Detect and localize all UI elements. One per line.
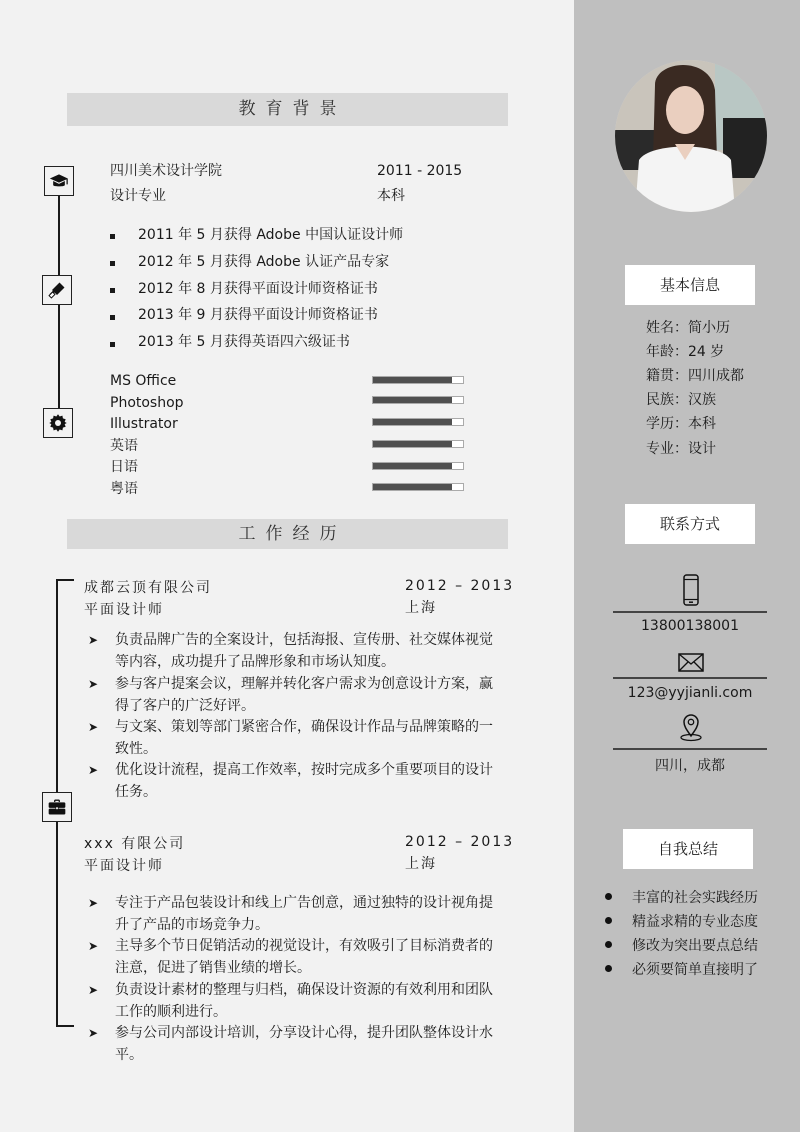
arrow-bullet-icon: ➤ — [88, 720, 99, 734]
job-duty-text: 负责品牌广告的全案设计，包括海报、宣传册、社交媒体视觉等内容，成功提升了品牌形象和市场认知度。 — [115, 632, 493, 670]
education-section-header: 教育背景 — [67, 93, 508, 126]
education-years: 2011 - 2015 — [377, 163, 463, 179]
certificate-item: 2012 年 5 月获得 Adobe 认证产品专家 — [138, 254, 390, 270]
skill-name: Photoshop — [110, 395, 184, 411]
summary-item — [605, 936, 758, 956]
contact-title: 联系方式 — [625, 504, 755, 544]
job-title: 平面设计师 — [84, 602, 164, 618]
work-timeline-bracket-bottom — [56, 1025, 74, 1027]
education-degree: 本科 — [377, 188, 405, 204]
work-section-header: 工作经历 — [67, 519, 508, 549]
summary-title: 自我总结 — [623, 829, 753, 869]
skill-bar — [372, 440, 464, 448]
job-duty — [88, 717, 504, 760]
bullet-square — [110, 342, 115, 347]
graduation-cap-icon — [44, 166, 74, 196]
certificate-item: 2011 年 5 月获得 Adobe 中国认证设计师 — [138, 227, 404, 243]
summary-text: 丰富的社会实践经历 — [632, 890, 758, 906]
location-pin-icon — [676, 712, 706, 744]
job-company: xxx 有限公司 — [84, 836, 186, 852]
bullet-dot — [605, 917, 612, 924]
skill-name: 粤语 — [110, 481, 138, 497]
skill-bar — [372, 483, 464, 491]
job-location: 上海 — [405, 856, 437, 872]
school-name: 四川美术设计学院 — [110, 163, 222, 179]
work-timeline-bracket-top — [56, 579, 74, 581]
diploma-icon — [42, 275, 72, 305]
skill-bar-fill — [373, 419, 452, 425]
skill-bar-fill — [373, 463, 452, 469]
job-duty — [88, 630, 504, 673]
briefcase-icon — [42, 792, 72, 822]
contact-email: 123@yyjianli.com — [627, 685, 753, 701]
skill-bar-fill — [373, 397, 452, 403]
arrow-bullet-icon: ➤ — [88, 763, 99, 777]
job-duty-text: 负责设计素材的整理与归档，确保设计资源的有效利用和团队工作的顺利进行。 — [115, 982, 493, 1020]
contact-divider — [613, 677, 767, 679]
bullet-square — [110, 288, 115, 293]
arrow-bullet-icon: ➤ — [88, 1026, 99, 1040]
summary-item — [605, 912, 758, 932]
job-years: 2012 – 2013 — [405, 834, 515, 850]
summary-item — [605, 888, 758, 908]
info-education: 学历：本科 — [646, 416, 716, 432]
bullet-square — [110, 234, 115, 239]
summary-item — [605, 960, 758, 980]
job-duty-text: 参与客户提案会议，理解并转化客户需求为创意设计方案，赢得了客户的广泛好评。 — [115, 676, 493, 714]
skill-bar — [372, 396, 464, 404]
skill-bar — [372, 418, 464, 426]
job-years: 2012 – 2013 — [405, 578, 515, 594]
summary-text: 修改为突出要点总结 — [632, 938, 758, 954]
contact-phone: 13800138001 — [641, 618, 739, 634]
info-hometown: 籍贯：四川成都 — [646, 368, 744, 384]
skill-name: MS Office — [110, 373, 177, 389]
phone-icon — [676, 574, 706, 606]
job-duty — [88, 674, 504, 717]
certificate-item: 2013 年 5 月获得英语四六级证书 — [138, 334, 350, 350]
bullet-square — [110, 261, 115, 266]
mail-icon — [676, 646, 706, 678]
job-duty-text: 专注于产品包装设计和线上广告创意，通过独特的设计视角提升了产品的市场竞争力。 — [115, 895, 493, 933]
arrow-bullet-icon: ➤ — [88, 677, 99, 691]
job-company: 成都云顶有限公司 — [84, 580, 212, 596]
arrow-bullet-icon: ➤ — [88, 896, 99, 910]
job-duty — [88, 760, 504, 803]
bullet-dot — [605, 965, 612, 972]
job-duty-text: 优化设计流程，提高工作效率，按时完成多个重要项目的设计任务。 — [115, 762, 493, 800]
arrow-bullet-icon: ➤ — [88, 983, 99, 997]
bullet-dot — [605, 941, 612, 948]
summary-text: 精益求精的专业态度 — [632, 914, 758, 930]
skill-bar-fill — [373, 377, 452, 383]
job-duty-text: 参与公司内部设计培训，分享设计心得，提升团队整体设计水平。 — [115, 1025, 493, 1063]
arrow-bullet-icon: ➤ — [88, 633, 99, 647]
skill-bar-fill — [373, 484, 452, 490]
job-duty-text: 与文案、策划等部门紧密合作，确保设计作品与品牌策略的一致性。 — [115, 719, 493, 757]
job-duty — [88, 980, 504, 1023]
contact-location: 四川，成都 — [655, 758, 725, 774]
avatar — [615, 60, 767, 212]
education-major: 设计专业 — [110, 188, 166, 204]
info-ethnicity: 民族：汉族 — [646, 392, 716, 408]
bullet-dot — [605, 893, 612, 900]
contact-divider — [613, 748, 767, 750]
skill-name: 日语 — [110, 459, 138, 475]
info-major: 专业：设计 — [646, 441, 716, 457]
skill-name: 英语 — [110, 438, 138, 454]
certificate-item: 2013 年 9 月获得平面设计师资格证书 — [138, 307, 378, 323]
basic-info-title: 基本信息 — [625, 265, 755, 305]
contact-divider — [613, 611, 767, 613]
info-name: 姓名：简小历 — [646, 320, 730, 336]
skill-name: Illustrator — [110, 416, 178, 432]
job-location: 上海 — [405, 600, 437, 616]
info-age: 年龄：24 岁 — [646, 344, 725, 360]
job-title: 平面设计师 — [84, 858, 164, 874]
job-duty — [88, 1023, 504, 1066]
bullet-square — [110, 315, 115, 320]
arrow-bullet-icon: ➤ — [88, 939, 99, 953]
job-duty — [88, 893, 504, 936]
skill-bar — [372, 376, 464, 384]
summary-text: 必须要简单直接明了 — [632, 962, 758, 978]
job-duty — [88, 936, 504, 979]
gear-icon — [43, 408, 73, 438]
job-duty-text: 主导多个节日促销活动的视觉设计，有效吸引了目标消费者的注意，促进了销售业绩的增长。 — [115, 938, 493, 976]
certificate-item: 2012 年 8 月获得平面设计师资格证书 — [138, 281, 378, 297]
skill-bar-fill — [373, 441, 452, 447]
skill-bar — [372, 462, 464, 470]
